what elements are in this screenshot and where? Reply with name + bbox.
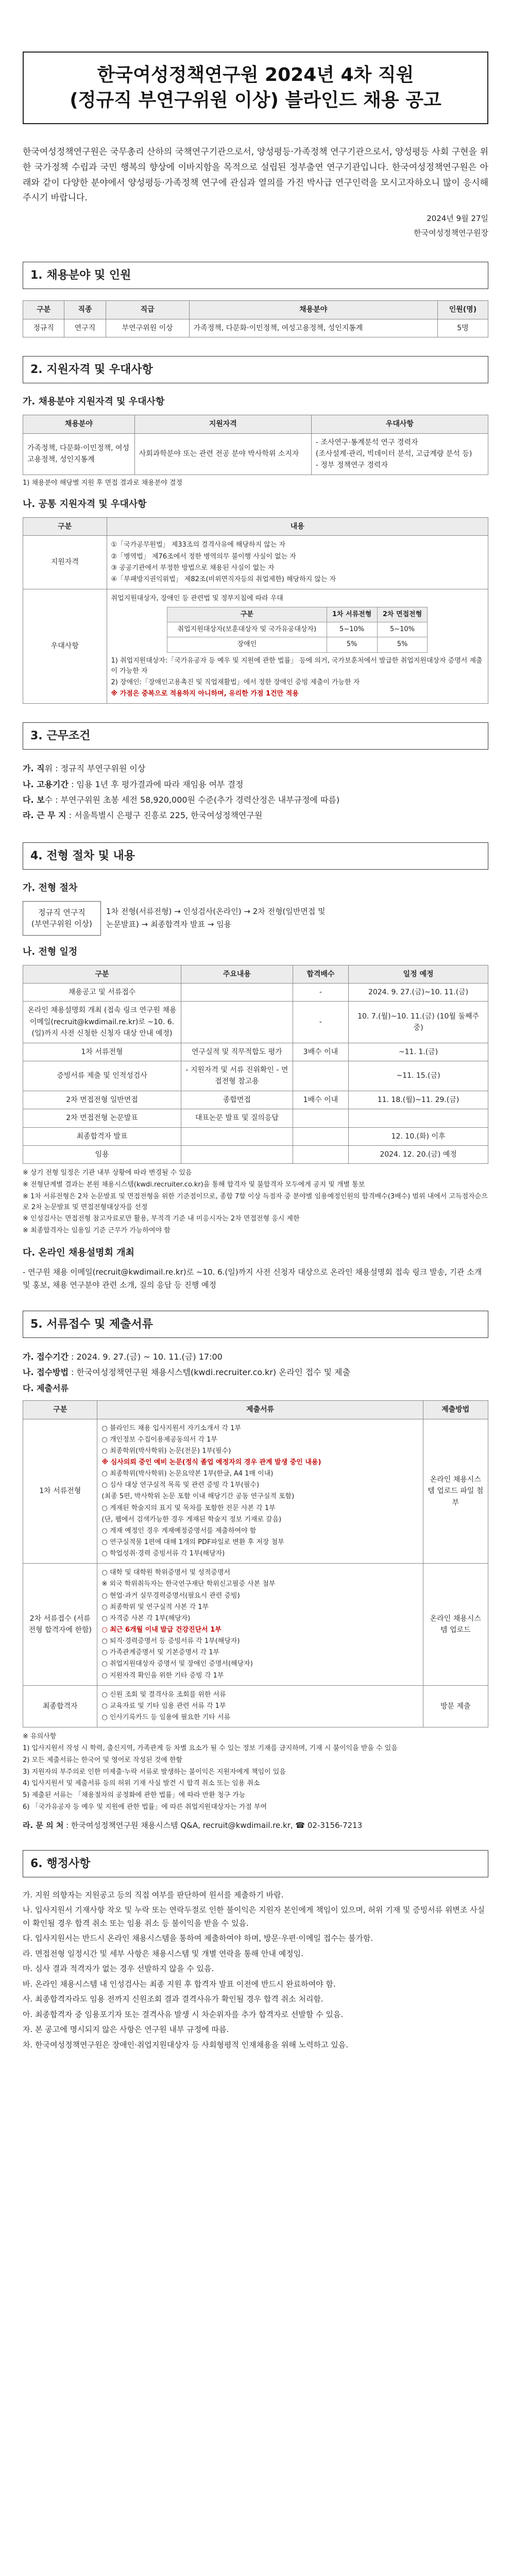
- doc-line: ○ 최종학위(박사학위) 논문요약본 1부(한글, A4 1매 이내): [101, 1470, 274, 1478]
- doc-line: ○ 최근 6개월 이내 발급 건강진단서 1부: [101, 1626, 222, 1634]
- doc-line: ○ 최종학위 및 연구실적 사본 각 1부: [101, 1603, 209, 1611]
- doc-line: ○ 게재 예정인 경우 게재예정증명서를 제출하여야 함: [101, 1527, 257, 1535]
- table-row: [23, 984, 488, 1002]
- condition-label: 라. 근 무 지: [23, 810, 66, 821]
- td: 연구직: [64, 319, 106, 337]
- pref-note: 1) 취업지원대상자:「국가유공자 등 예우 및 지원에 관한 법률」 등에 의거, 국가보훈처에서 발급한 취업지원대상자 증명서 제출이 가능한 자: [111, 656, 483, 675]
- doc-line: ○ 취업지원대상자 증명서 및 장애인 증명서(해당자): [101, 1660, 253, 1668]
- th: 제출서류: [97, 1401, 423, 1419]
- common-line: ①「국가공무원법」 제33조의 결격사유에 해당하지 않는 자: [111, 541, 286, 549]
- application-info: [23, 1349, 488, 1396]
- table-row: [23, 1127, 488, 1145]
- td: 10. 7.(월)~10. 11.(금) (10월 둘째주 중): [349, 1002, 488, 1043]
- pref-note-emphasis: ※ 가점은 중복으로 적용하지 아니하며, 유리한 가점 1건만 적용: [111, 689, 299, 698]
- doc-line: ○ 현업·과거 실무경력증명서(필요시 관련 증빙): [101, 1591, 240, 1600]
- td: 대표논문 발표 및 질의응답: [181, 1109, 293, 1127]
- common-line: ③ 공공기관에서 부정한 방법으로 채용된 사실이 없는 자: [111, 564, 275, 572]
- info-item: [23, 1349, 488, 1365]
- th: 1차 서류전형: [327, 607, 377, 622]
- list-item: 라. 면접전형 일정시간 및 세부 사항은 채용시스템 및 개별 연락을 통해 안내 예정임.: [23, 1948, 303, 1958]
- table-row: [23, 1564, 488, 1685]
- table-header-row: [23, 518, 488, 536]
- table-row: [23, 536, 488, 589]
- td: 2차 면접전형 일반면접: [23, 1091, 181, 1109]
- td: 5~10%: [377, 622, 428, 637]
- td-method: 온라인 채용시스템 업로드 파일 첨부: [423, 1419, 488, 1564]
- schedule-notes: [23, 1168, 488, 1236]
- table-row: [23, 1002, 488, 1043]
- condition-item: [23, 792, 488, 808]
- schedule-table: [23, 965, 488, 1164]
- pref-intro: 취업지원대상자, 장애인 등 관련법 및 정부지침에 따라 우대: [111, 594, 283, 602]
- common-line: ②「병역법」 제76조에서 정한 병역의무 불이행 사실이 없는 자: [111, 552, 296, 561]
- info-item: [23, 1381, 488, 1396]
- list-item: 사. 최종합격자라도 임용 전까지 신원조회 결과 결격사유가 확인될 경우 합격 취소 처리함.: [23, 1994, 323, 2004]
- table-row: [23, 1091, 488, 1109]
- pref-line: - 조사연구·통계분석 연구 경력자: [315, 438, 418, 447]
- info-label: 다. 제출서류: [23, 1383, 69, 1393]
- table-header-row: [23, 415, 488, 433]
- doc-line: ○ 학업성취·경력 증빙서류 각 1부(해당자): [101, 1550, 225, 1558]
- intro-org: 한국여성정책연구원장: [414, 228, 488, 238]
- recruit-table: [23, 300, 488, 337]
- list-item: ※ 인성검사는 면접전형 참고자료로만 활용, 부적격 기준 내 미응시자는 2차 면접전형 응시 제한: [23, 1215, 300, 1223]
- pref-line: (조사설계·관리, 빅데이터 분석, 고급계량 분석 등): [315, 449, 472, 458]
- td: 3배수 이내: [293, 1043, 348, 1061]
- title-line-1: 한국여성정책연구원 2024년 4차 직원: [97, 64, 414, 86]
- td: 최종합격자 발표: [23, 1127, 181, 1145]
- table-header-row: [23, 301, 488, 319]
- section-4a-heading: 가. 전형 절차: [23, 883, 78, 894]
- doc-line: ○ 게재된 학술지의 표지 및 목차를 포함한 전문 사본 각 1부: [101, 1504, 276, 1512]
- th: 2차 면접전형: [377, 607, 428, 622]
- list-item: 다. 입사지원서는 반드시 온라인 채용시스템을 통하여 제출하여야 하며, 방문·우편·이메일 접수는 불가함.: [23, 1934, 373, 1943]
- td-label: 1차 서류전형: [23, 1419, 97, 1564]
- td: 정규직: [23, 319, 64, 337]
- section-2b-heading: 나. 공통 지원자격 및 우대사항: [23, 499, 147, 510]
- doc-line: ○ 블라인드 채용 입사지원서 자기소개서 각 1부: [101, 1424, 241, 1432]
- intro-text: 한국여성정책연구원은 국무총리 산하의 국책연구기관으로서, 양성평등·가족정책 연구기관으로서, 양성평등 사회 구현을 위한 국가정책 수립과 국민 행복의 향상에 이바지함을 목적으로 설립된 정부출연 연구기관입니다. 한국여성정책연구원은 아래와 같이 다양한 분야에서 양성평등·가족정책 연구에 관심과 열의를 가진 박사급 연구인력을 모시고자하오니 많이 응시해 주시기 바랍니다.: [23, 147, 488, 204]
- condition-value: : 임용 1년 후 평가결과에 따라 재임용 여부 결정: [68, 779, 244, 789]
- td-fields: 가족정책, 다문화·이민정책, 여성고용정책, 성인지통계: [23, 433, 135, 474]
- condition-item: [23, 808, 488, 823]
- doc-line: ○ 가족관계증명서 및 기본증명서 각 1부: [101, 1649, 220, 1657]
- page-title: [29, 63, 482, 113]
- td: 부연구위원 이상: [106, 319, 189, 337]
- table-row: [23, 433, 488, 474]
- doc-line: ○ 심사 대상 연구실적 목록 및 관련 증빙 각 1부(필수): [101, 1481, 260, 1489]
- th: 주요내용: [181, 965, 293, 983]
- list-item: 나. 입사지원서 기재사항 착오 및 누락 또는 연락두절로 인한 불이익은 지원자 본인에게 책임이 있으며, 허위 기재 및 증빙서류 위변조 사실이 확인될 경우 합격 취소 또는 임용 취소 등 불이익을 받을 수 있음.: [23, 1905, 485, 1928]
- list-item: ※ 최종합격자는 임용일 기준 근무가 가능하여야 함: [23, 1227, 171, 1235]
- info-value: : 2024. 9. 27.(금) ~ 10. 11.(금) 17:00: [68, 1352, 223, 1362]
- th: 구분: [23, 965, 181, 983]
- condition-value: 수 : 부연구위원 초봉 세전 58,920,000원 수준(추가 경력산정은 내부규정에 따름): [44, 795, 340, 805]
- condition-item: [23, 761, 488, 776]
- doc-line: ○ 최종학위(박사학위) 논문(전문) 1부(필수): [101, 1447, 231, 1455]
- td: 5%: [377, 637, 428, 652]
- doc-line: ○ 인사기록카드 등 임용에 필요한 기타 서류: [101, 1714, 231, 1721]
- doc-line: ※ 심사의뢰 중인 예비 논문(정식 졸업 예정자의 경우 관계 발생 중인 내용): [101, 1459, 321, 1467]
- title-box: [23, 52, 488, 124]
- td: - 지원자격 및 서류 진위확인 - 면접전형 참고용: [181, 1061, 293, 1091]
- list-item: 5) 제출된 서류는 「채용절차의 공정화에 관한 법률」에 따라 반환 청구 가능: [23, 1791, 246, 1800]
- doc-line: ○ 지원자격 확인을 위한 기타 증빙 각 1부: [101, 1671, 224, 1680]
- td-docs: [97, 1685, 423, 1727]
- condition-label: 나. 고용기간: [23, 779, 69, 789]
- th: 구분: [23, 1401, 97, 1419]
- doc-line: ○ 신원 조회 및 결격사유 조회를 위한 서류: [101, 1690, 226, 1699]
- qualification-table: [23, 415, 488, 475]
- list-item: ※ 상기 전형 일정은 기관 내부 상황에 따라 변경될 수 있음: [23, 1169, 192, 1177]
- doc-line: ○ 퇴직·경력증명서 등 증빙서류 각 1부(해당자): [101, 1637, 240, 1646]
- th: 직종: [64, 301, 106, 319]
- list-item: 자. 본 공고에 명시되지 않은 사항은 연구원 내부 규정에 따름.: [23, 2025, 229, 2035]
- td: [181, 984, 293, 1002]
- td: [293, 1145, 348, 1163]
- th: 내용: [107, 518, 488, 536]
- th: 구분: [23, 301, 64, 319]
- list-item: 차. 한국여성정책연구원은 장애인·취업지원대상자 등 사회형평적 인재채용을 위해 노력하고 있음.: [23, 2040, 349, 2049]
- doc-line: ○ 대학 및 대학원 학위증명서 및 성적증명서: [101, 1569, 231, 1577]
- info-label: 나. 접수방법: [23, 1367, 69, 1378]
- td: -: [293, 984, 348, 1002]
- common-table: [23, 517, 488, 704]
- briefing-text: - 연구원 채용 이메일(recruit@kwdimail.re.kr)로 ~10. 6.(일)까지 사전 신청자 대상으로 온라인 채용설명회 접속 링크 발송, 기관 소개 및 홍보, 채용 연구분야 관련 소개, 질의 응답 등 진행 예정: [23, 1267, 482, 1290]
- work-conditions: [23, 761, 488, 824]
- contact-info: [23, 1819, 488, 1832]
- section-4b-heading: 나. 전형 일정: [23, 946, 78, 957]
- list-item: 2) 모든 제출서류는 한국어 및 영어로 작성된 것에 한함: [23, 1756, 183, 1764]
- flow-steps: [106, 905, 326, 931]
- td: 가족정책, 다문화·이민정책, 여성고용정책, 성인지통계: [189, 319, 437, 337]
- section-3-heading: 3. 근무조건: [23, 722, 488, 750]
- section-6-heading: 6. 행정사항: [23, 1850, 488, 1877]
- flow-box-line: (부연구위원 이상): [31, 919, 92, 929]
- section-5-heading: 5. 서류접수 및 제출서류: [23, 1311, 488, 1338]
- flow-line: 1차 전형(서류전형) → 인성검사(온라인) → 2차 전형(일반면접 및: [106, 906, 326, 916]
- th: 일정 예정: [349, 965, 488, 983]
- documents-table: [23, 1400, 488, 1727]
- td: [181, 1145, 293, 1163]
- note: 1) 채용분야 해당별 지원 후 면접 결과로 채용분야 결정: [23, 479, 183, 487]
- td-common: [107, 536, 488, 589]
- td: 취업지원대상자(보훈대상자 및 국가유공대상자): [167, 622, 327, 637]
- table-row: [23, 1145, 488, 1163]
- td: 5~10%: [327, 622, 377, 637]
- list-item: ※ 유의사항: [23, 1733, 57, 1741]
- td: [181, 1002, 293, 1043]
- td-method: 온라인 채용시스템 업로드: [423, 1564, 488, 1685]
- section-4c-heading: 다. 온라인 채용설명회 개최: [23, 1247, 134, 1259]
- table-row: [23, 1419, 488, 1564]
- inner-table: [167, 607, 428, 652]
- td: 11. 18.(월)~11. 29.(금): [349, 1091, 488, 1109]
- td: 2차 면접전형 논문발표: [23, 1109, 181, 1127]
- td: 1차 서류전형: [23, 1043, 181, 1061]
- list-item: 아. 최종합격자 중 임용포기자 또는 결격사유 발생 시 차순위자를 추가 합격자로 선발할 수 있음.: [23, 2009, 344, 2019]
- intro-date: 2024년 9월 27일: [427, 214, 488, 224]
- info-value: : 한국여성정책연구원 채용시스템(kwdi.recruiter.co.kr) 온라인 접수 및 제출: [68, 1367, 351, 1378]
- condition-item: [23, 777, 488, 792]
- doc-line: ○ 연구실적물 1편에 대해 1개의 PDF파일로 변환 후 저장 첨부: [101, 1538, 284, 1547]
- list-item: 3) 지원자의 부주의로 인한 미제출·누락 서류로 발생하는 불이익은 지원자에게 책임이 있음: [23, 1768, 286, 1776]
- td: 2024. 9. 27.(금)~10. 11.(금): [349, 984, 488, 1002]
- table-row: [23, 1685, 488, 1727]
- td: 5명: [437, 319, 488, 337]
- list-item: 가. 지원 의향자는 지원공고 등의 직접 여부를 판단하여 원서를 제출하기 바람.: [23, 1890, 284, 1900]
- th: 구분: [23, 518, 107, 536]
- table-header-row: [23, 965, 488, 983]
- condition-label: 다. 보: [23, 795, 45, 805]
- table-row: [23, 1061, 488, 1091]
- section-1-heading: 1. 채용분야 및 인원: [23, 262, 488, 289]
- doc-line: ○ 개인정보 수집이용제공동의서 각 1부: [101, 1435, 217, 1444]
- section-4-heading: 4. 전형 절차 및 내용: [23, 842, 488, 870]
- td: 장애인: [167, 637, 327, 652]
- doc-line: (최종 5편, 박사학위 논문 포함 이내 해당기간 공동 연구실적 포함): [101, 1493, 295, 1501]
- list-item: 바. 온라인 채용시스템 내 인성검사는 최종 지원 후 합격자 발표 이전에 반드시 완료하여야 함.: [23, 1979, 336, 1989]
- td: [293, 1109, 348, 1127]
- td: 종합면접: [181, 1091, 293, 1109]
- td: -: [293, 1002, 348, 1043]
- td: 채용공고 및 서류접수: [23, 984, 181, 1002]
- td: 임용: [23, 1145, 181, 1163]
- table-row: [167, 637, 428, 652]
- info-label: 가. 접수기간: [23, 1352, 69, 1362]
- contact-value[interactable]: : 한국여성정책연구원 채용시스템 Q&A, recruit@kwdimail.re.kr, ☎ 02-3156-7213: [63, 1820, 363, 1830]
- condition-value: 위 : 정규직 부연구위원 이상: [44, 764, 146, 774]
- doc-line: ○ 교육자료 및 기타 임용 관련 서류 각 1부: [101, 1702, 226, 1710]
- th: 우대사항: [311, 415, 488, 433]
- th: 채용분야: [189, 301, 437, 319]
- document-notes: [23, 1732, 488, 1813]
- td: [181, 1127, 293, 1145]
- th: 제출방법: [423, 1401, 488, 1419]
- doc-line: ○ 자격증 사본 각 1부(해당자): [101, 1614, 191, 1622]
- td: 2024. 12. 20.(금) 예정: [349, 1145, 488, 1163]
- contact-label: 라. 문 의 처: [23, 1820, 64, 1830]
- th: 직급: [106, 301, 189, 319]
- list-item: ※ 전형단계별 결과는 본원 채용시스템(kwdi.recruiter.co.kr)을 통해 합격자 및 불합격자 모두에게 공지 및 개별 통보: [23, 1181, 365, 1189]
- th: 합격배수: [293, 965, 348, 983]
- process-flow: [23, 901, 488, 936]
- td-label: 우대사항: [23, 589, 107, 703]
- doc-line: ※ 외국 학위취득자는 한국연구재단 학위신고필증 사본 첨부: [101, 1580, 276, 1588]
- table-row: [167, 622, 428, 637]
- list-item: 4) 입사지원서 및 제출서류 등의 허위 기재 사실 발견 시 합격 취소 또는 임용 취소: [23, 1780, 260, 1788]
- td-label: 지원자격: [23, 536, 107, 589]
- pref-line: - 정부 정책연구 경력자: [315, 461, 388, 470]
- condition-label: 가. 직: [23, 764, 45, 774]
- table-header-row: [23, 1401, 488, 1419]
- td: [293, 1127, 348, 1145]
- table-row: [23, 1109, 488, 1127]
- th: 채용분야: [23, 415, 135, 433]
- section-2a-heading: 가. 채용분야 지원자격 및 우대사항: [23, 396, 165, 408]
- list-item: 마. 심사 결과 적격자가 없는 경우 선발하지 않을 수 있음.: [23, 1964, 214, 1974]
- table-row: [23, 1043, 488, 1061]
- td: 5%: [327, 637, 377, 652]
- flow-line: 논문발표) → 최종합격자 발표 → 임용: [106, 920, 232, 929]
- pref-note: 2) 장애인:「장애인고용촉진 및 직업재활법」에서 정한 장애인 증빙 제출이 가능한 자: [111, 678, 360, 686]
- info-item: [23, 1365, 488, 1380]
- list-item: 6) 「국가유공자 등 예우 및 지원에 관한 법률」에 따른 취업지원대상자는 가점 부여: [23, 1803, 267, 1811]
- flow-box: [23, 901, 101, 936]
- td: 연구실적 및 직무적합도 평가: [181, 1043, 293, 1061]
- condition-value: : 서울특별시 은평구 진흥로 225, 한국여성정책연구원: [66, 810, 263, 821]
- admin-list: [23, 1889, 488, 2052]
- td: ~11. 15.(금): [349, 1061, 488, 1091]
- th: 지원자격: [134, 415, 311, 433]
- th: 인원(명): [437, 301, 488, 319]
- table-row: [23, 589, 488, 703]
- td-method: 방문 제출: [423, 1685, 488, 1727]
- table-row: [23, 319, 488, 337]
- doc-line: (단, 웹에서 검색가능한 경우 게재된 학술지 정보 기재로 갈음): [101, 1515, 282, 1523]
- td: [349, 1109, 488, 1127]
- td-docs: [97, 1419, 423, 1564]
- td: 1배수 이내: [293, 1091, 348, 1109]
- td-label: 최종합격자: [23, 1685, 97, 1727]
- td: 12. 10.(화) 이후: [349, 1127, 488, 1145]
- title-line-2: (정규직 부연구위원 이상) 블라인드 채용 공고: [70, 89, 441, 111]
- list-item: ※ 1차 서류전형은 2차 논문발표 및 면접전형을 위한 기준점이므로, 종합 7할 이상 득점자 중 분야별 임용예정인원의 합격배수(3배수) 범위 내에서 고득점자순으로 2차 논문발표 및 면접전형대상자를 선정: [23, 1192, 488, 1211]
- td-qualification: 사회과학분야 또는 관련 전공 분야 박사학위 소지자: [134, 433, 311, 474]
- td-pref: [107, 589, 488, 703]
- td: 온라인 채용설명회 개최 (접속 링크 연구원 채용 이메일(recruit@kwdimail.re.kr)로 ~10. 6.(일)까지 사전 신청한 신청자 대상 안내 예정): [23, 1002, 181, 1043]
- common-line: ④「부패방지권익위법」 제82조(비위면직자등의 취업제한) 해당하지 않는 자: [111, 575, 336, 583]
- section-2-heading: 2. 지원자격 및 우대사항: [23, 356, 488, 383]
- table-header-row: [167, 607, 428, 622]
- td-preferences: [311, 433, 488, 474]
- td-docs: [97, 1564, 423, 1685]
- td: ~11. 1.(금): [349, 1043, 488, 1061]
- td: [293, 1061, 348, 1091]
- td-label: 2차 서류접수 (서류전형 합격자에 한함): [23, 1564, 97, 1685]
- td: 증빙서류 제출 및 인적성검사: [23, 1061, 181, 1091]
- th: 구분: [167, 607, 327, 622]
- flow-box-line: 정규직 연구직: [38, 907, 86, 917]
- list-item: 1) 입사지원서 작성 시 학력, 출신지역, 가족관계 등 차별 요소가 될 수 있는 정보 기재를 금지하며, 기재 시 불이익을 받을 수 있음: [23, 1744, 398, 1752]
